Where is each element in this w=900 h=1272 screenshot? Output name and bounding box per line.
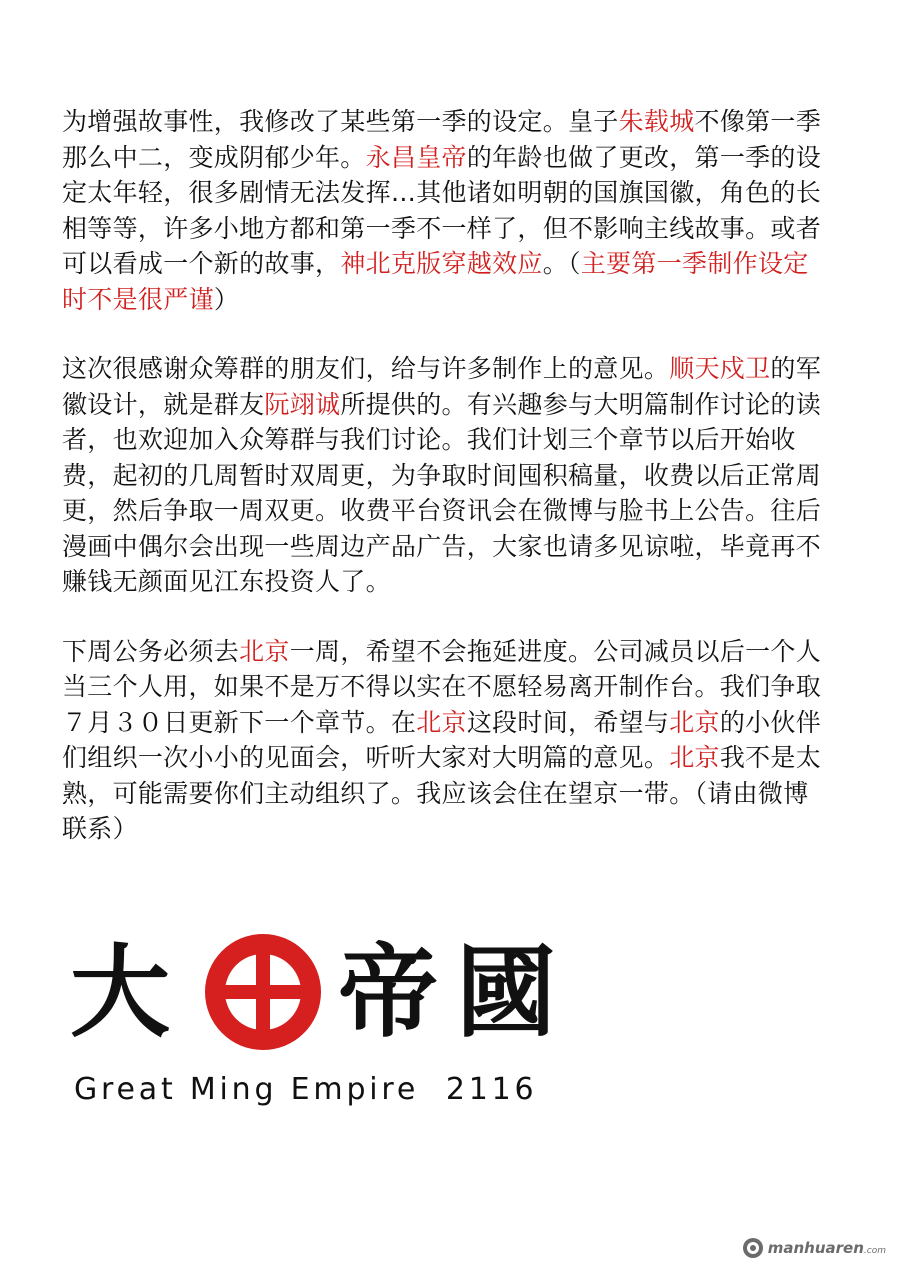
highlighted-text: 北京	[416, 707, 467, 737]
body-text: 的小伙伴们组织一次小小的见面会，听听大家对大明篇的意见。	[62, 707, 822, 772]
notice-paragraph	[62, 104, 832, 317]
highlighted-text: 神北克版穿越效应	[340, 249, 543, 278]
notice-paragraph	[62, 351, 832, 600]
notice-article	[62, 104, 832, 881]
highlighted-text: 北京	[239, 636, 290, 666]
highlighted-text: 朱载城	[618, 107, 695, 136]
body-text: 不像第一季那么中二，变成阴郁少年。	[62, 107, 822, 172]
manhuaren-watermark	[742, 1236, 886, 1260]
highlighted-text: 顺天戍卫	[669, 354, 771, 383]
highlighted-text: 北京	[669, 707, 720, 737]
highlighted-text: 主要第一季制作设定时不是很严谨	[62, 249, 809, 314]
body-text: 这段时间，希望与	[466, 707, 670, 737]
body-text: 为增强故事性，我修改了某些第一季的设定。皇子	[62, 107, 619, 136]
watermark-text: manhuaren.com	[767, 1239, 886, 1257]
body-text: 下周公务必须去	[62, 636, 240, 666]
body-text: 这次很感谢众筹群的朋友们，给与许多制作上的意见。	[62, 354, 670, 383]
ming-sun-cross-emblem-icon	[202, 931, 324, 1053]
great-ming-empire-logo	[70, 925, 570, 1051]
highlighted-text: 阮翊诚	[264, 389, 341, 419]
highlighted-text: 永昌皇帝	[365, 142, 467, 172]
notice-paragraph	[62, 634, 832, 847]
logo-character-da: 大	[70, 933, 170, 1051]
body-text: ）	[213, 284, 240, 314]
body-text: 所提供的。有兴趣参与大明篇制作讨论的读者，也欢迎加入众筹群与我们讨论。我们计划三个章节以后开始收费，起初的几周暂时双周更，为争取时间囤积稿量，收费以后正常周更，然后争取一周双更。收费平台资讯会在微博与脸书上公告。往后漫画中偶尔会出现一些周边产品广告，大家也请多见谅啦，毕竟再不赚钱无颜面见江东投资人了。	[62, 389, 822, 596]
body-text: 的年龄也做了更改，第一季的设定太年轻，很多剧情无法发挥…其他诸如明朝的国旗国徽，角色的长相等等，许多小地方都和第一季不一样了，但不影响主线故事。或者可以看成一个新的故事，	[62, 142, 822, 278]
logo-subtitle: Great Ming Empire 2116	[74, 1072, 538, 1107]
body-text: 我不是太熟，可能需要你们主动组织了。我应该会住在望京一带。（请由微博联系）	[62, 743, 822, 843]
logo-character-guo: 國	[456, 933, 556, 1051]
body-text: 。（	[542, 249, 581, 278]
manhuaren-logo-icon	[742, 1237, 764, 1259]
body-text: 一周，希望不会拖延进度。公司减员以后一个人当三个人用，如果不是万不得以实在不愿轻易离开制作台。我们争取７月３０日更新下一个章节。在	[62, 636, 822, 737]
highlighted-text: 北京	[669, 743, 720, 772]
logo-character-di: 帝	[338, 933, 438, 1051]
body-text: 的军徽设计，就是群友	[62, 354, 822, 419]
